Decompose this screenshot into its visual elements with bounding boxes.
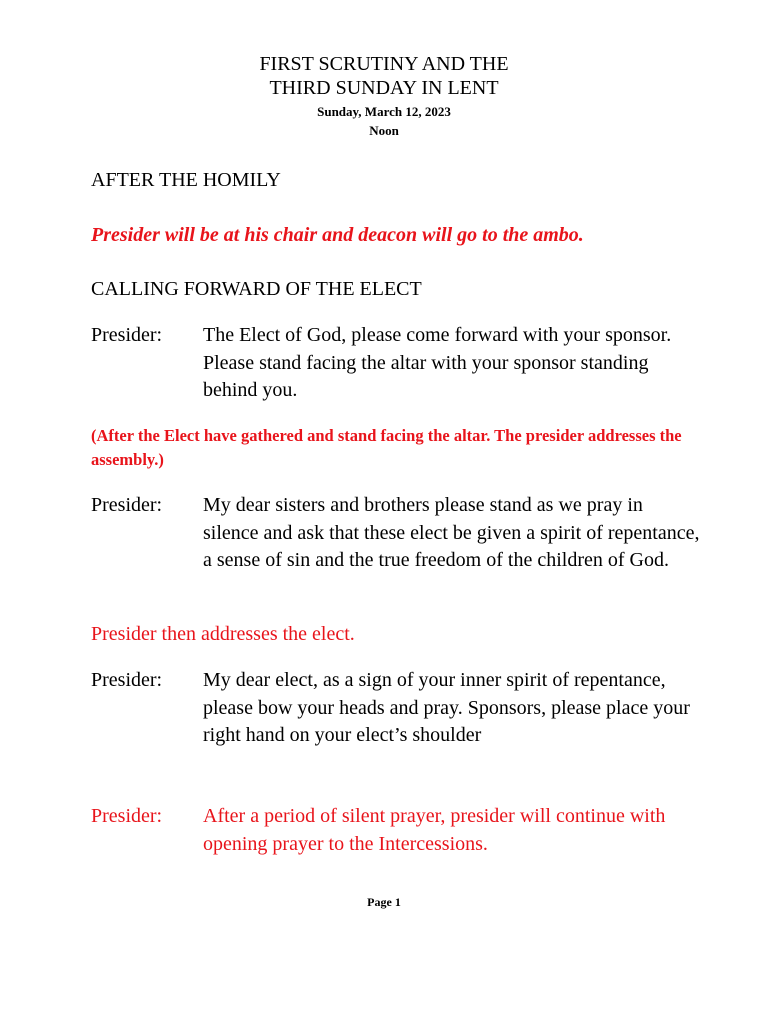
speech-text: After a period of silent prayer, presider will continue with opening prayer to the Intercessions.	[203, 805, 666, 855]
dialogue-block-2	[91, 492, 711, 575]
dialogue-block-3	[91, 667, 711, 750]
speech-text: My dear sisters and brothers please stand as we pray in silence and ask that these elect be given a spirit of repentance, a sense of sin and the true freedom of the children of God.	[203, 494, 700, 571]
speaker-label: Presider:	[91, 494, 163, 516]
speaker-label: Presider:	[91, 669, 163, 691]
speech-text: The Elect of God, please come forward with your sponsor. Please stand facing the altar with your sponsor standing behind you.	[203, 324, 672, 401]
speaker-label: Presider:	[91, 805, 163, 827]
title-line-2: THIRD SUNDAY IN LENT	[269, 77, 499, 99]
rubric-positions: Presider will be at his chair and deacon will go to the ambo.	[91, 224, 584, 246]
dialogue-block-1	[91, 322, 711, 405]
rubric-addresses-elect: Presider then addresses the elect.	[91, 623, 355, 645]
dialogue-block-4	[91, 803, 711, 858]
speaker-label: Presider:	[91, 324, 163, 346]
service-time: Noon	[369, 123, 399, 138]
calling-forward-heading: CALLING FORWARD OF THE ELECT	[91, 278, 422, 300]
rubric-after-gathered: (After the Elect have gathered and stand facing the altar. The presider addresses the assembly.)	[91, 426, 682, 469]
service-date: Sunday, March 12, 2023	[317, 104, 451, 119]
title-line-1: FIRST SCRUTINY AND THE	[259, 53, 509, 75]
speech-text: My dear elect, as a sign of your inner spirit of repentance, please bow your heads and pray. Sponsors, please place your right hand on your elect’s shoulder	[203, 669, 690, 746]
page-number: Page 1	[367, 895, 401, 909]
after-homily-heading: AFTER THE HOMILY	[91, 169, 281, 191]
